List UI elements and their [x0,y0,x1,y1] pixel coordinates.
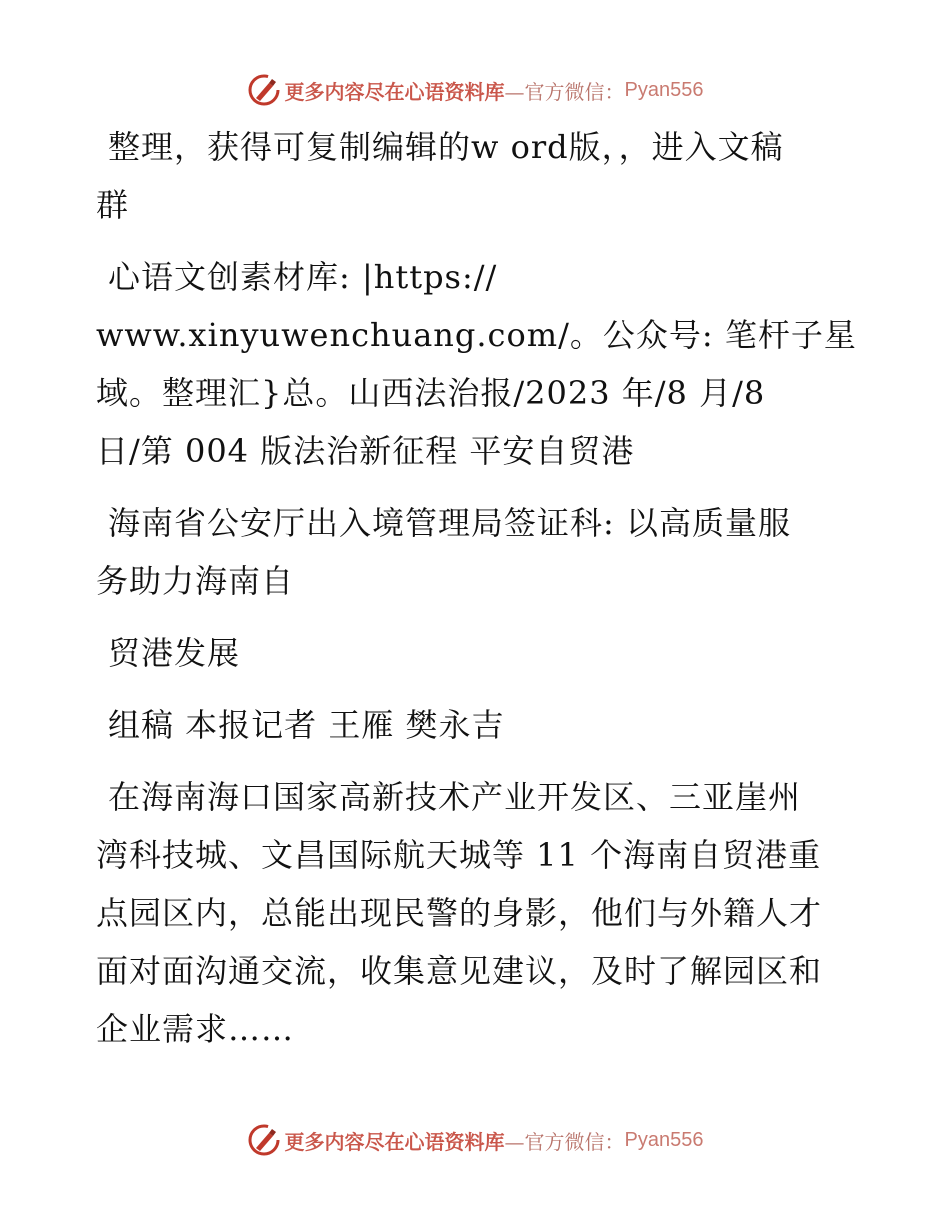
paragraph [96,494,856,610]
paragraph [96,248,856,480]
text-line: 湾科技城、文昌国际航天城等 11 个海南自贸港重 [96,836,822,874]
banner-wechat-handle: Pyan556 [624,1128,704,1151]
banner-title: 更多内容尽在心语资料库 [284,1129,505,1154]
paragraph [96,696,856,754]
footer-watermark-banner [0,1120,950,1160]
document-body [96,118,856,1072]
banner-separator: —官方微信： [504,1129,625,1154]
paragraph [96,624,856,682]
paragraph [96,118,856,234]
text-line: 企业需求…… [96,1010,295,1048]
byline: 组稿 本报记者 王雁 樊永吉 [108,706,505,744]
text-line: 海南省公安厅出入境管理局签证科: 以高质量服 [108,504,791,542]
text-line: 点园区内，总能出现民警的身影，他们与外籍人才 [96,894,823,932]
pen-logo-icon [247,73,281,107]
text-line: 在海南海口国家高新技术产业开发区、三亚崖州 [108,778,802,816]
header-watermark-banner [0,70,950,110]
text-line: 贸港发展 [108,634,241,672]
text-line: www.xinyuwenchuang.com/。公众号: 笔杆子星 [96,316,857,354]
banner-wechat-handle: Pyan556 [624,78,704,101]
text-line: 心语文创素材库: |https:// [108,258,498,296]
text-line: 务助力海南自 [96,562,295,600]
text-line: 日/第 004 版法治新征程 平安自贸港 [96,432,635,470]
banner-title: 更多内容尽在心语资料库 [284,79,505,104]
paragraph [96,768,856,1058]
pen-logo-icon [247,1123,281,1157]
text-line: 整理，获得可复制编辑的w ord版，，进入文稿 [108,128,784,166]
text-line: 域。整理汇}总。山西法治报/2023 年/8 月/8 [96,374,766,412]
banner-separator: —官方微信： [504,79,625,104]
text-line: 群 [96,186,130,224]
text-line: 面对面沟通交流，收集意见建议，及时了解园区和 [96,952,823,990]
